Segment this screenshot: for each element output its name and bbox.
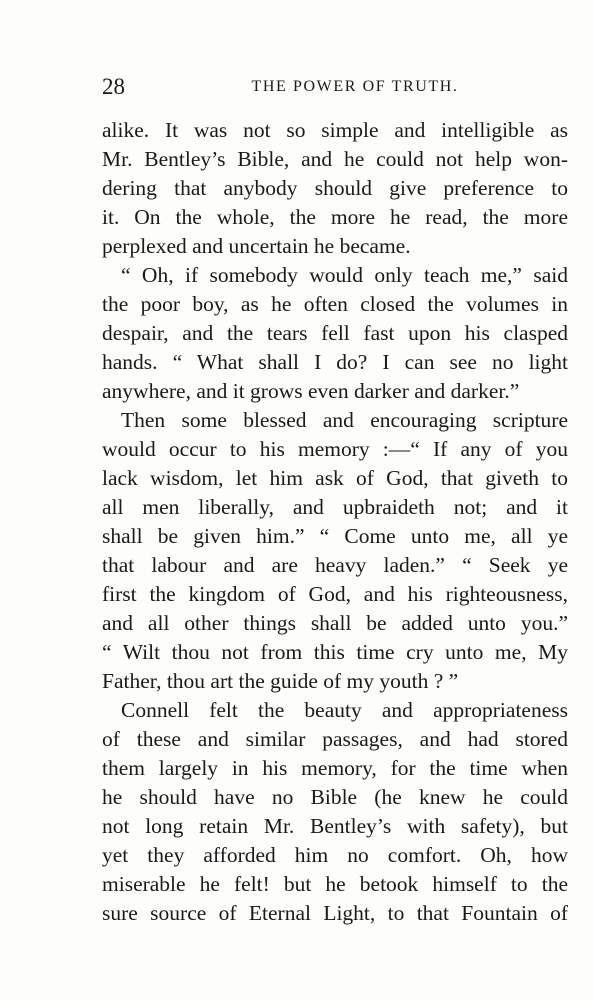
text-line: the poor boy, as he often closed the volumes in (102, 292, 568, 316)
text-line: despair, and the tears fell fast upon his clasped (102, 321, 568, 345)
text-line: shall be given him.” “ Come unto me, all ye (102, 524, 568, 548)
text-line: and all other things shall be added unto you.” (102, 611, 568, 635)
text-line: not long retain Mr. Bentley’s with safety), but (102, 814, 568, 838)
text-line: anywhere, and it grows even darker and darker.” (102, 379, 520, 403)
text-line: hands. “ What shall I do? I can see no light (102, 350, 568, 374)
text-line: perplexed and uncertain he became. (102, 234, 411, 258)
text-line: Connell felt the beauty and appropriateness (121, 698, 568, 722)
text-line: “ Wilt thou not from this time cry unto me, My (102, 640, 568, 664)
text-line: them largely in his memory, for the time when (102, 756, 568, 780)
text-line: Mr. Bentley’s Bible, and he could not help won- (102, 147, 568, 171)
text-line: that labour and are heavy laden.” “ Seek ye (102, 553, 568, 577)
text-line: Then some blessed and encouraging scripture (121, 408, 568, 432)
text-line: first the kingdom of God, and his righteousness, (102, 582, 568, 606)
text-line: all men liberally, and upbraideth not; and it (102, 495, 568, 519)
page-number: 28 (102, 74, 125, 99)
text-line: it. On the whole, the more he read, the more (102, 205, 568, 229)
body-text (102, 116, 568, 928)
text-line: sure source of Eternal Light, to that Fountain of (102, 901, 568, 925)
text-line: Father, thou art the guide of my youth ? ” (102, 669, 459, 693)
running-title: THE POWER OF TRUTH. (251, 78, 459, 95)
text-line: “ Oh, if somebody would only teach me,” said (121, 263, 568, 287)
text-line: he should have no Bible (he knew he could (102, 785, 568, 809)
text-line: dering that anybody should give preference to (102, 176, 568, 200)
text-line: alike. It was not so simple and intelligible as (102, 118, 568, 142)
text-line: yet they afforded him no comfort. Oh, how (102, 843, 568, 867)
page-header (102, 72, 570, 102)
text-line: miserable he felt! but he betook himself to the (102, 872, 568, 896)
text-line: lack wisdom, let him ask of God, that giveth to (102, 466, 568, 490)
text-line: would occur to his memory :—“ If any of you (102, 437, 568, 461)
text-line: of these and similar passages, and had stored (102, 727, 568, 751)
